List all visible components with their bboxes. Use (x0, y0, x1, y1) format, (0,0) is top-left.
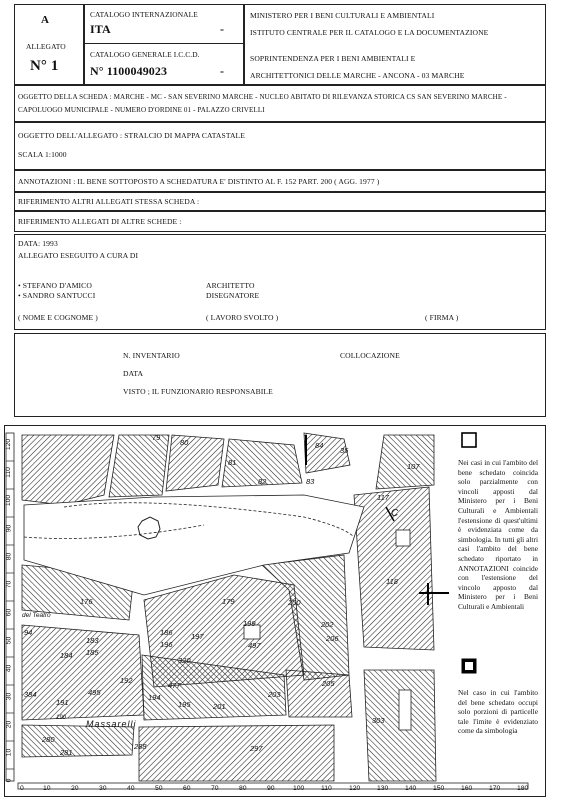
firma-label: ( FIRMA ) (425, 313, 459, 322)
parcel-84: 84 (315, 441, 324, 450)
ruler-left-40: 40 (5, 664, 13, 673)
person-1: • STEFANO D'AMICO (18, 281, 92, 290)
ruler-bottom-100: 100 (293, 785, 305, 792)
parcel-192: 192 (120, 676, 133, 685)
parcel-191: 191 (56, 698, 69, 707)
ruler-left-120: 120 (5, 438, 13, 451)
visto: VISTO ; IL FUNZIONARIO RESPONSABILE (123, 387, 273, 396)
data-line: DATA: 1993 (18, 239, 58, 248)
street-del-teatro: del Teatro (22, 612, 51, 619)
nome-label: ( NOME E COGNOME ) (18, 313, 98, 322)
role-2: DISEGNATORE (206, 291, 260, 300)
person-2: • SANDRO SANTUCCI (18, 291, 96, 300)
parcel-281: 281 (60, 748, 73, 757)
ruler-bottom-30: 30 (99, 785, 107, 792)
oggetto-scheda-box (14, 85, 546, 122)
ruler-left-20: 20 (5, 720, 13, 729)
parcel-203: 203 (268, 690, 281, 699)
ruler-bottom-160: 160 (461, 785, 473, 792)
ruler-bottom-20: 20 (71, 785, 79, 792)
catalogo-internazionale-label: CATALOGO INTERNAZIONALE (90, 10, 198, 19)
ruler-bottom-90: 90 (267, 785, 275, 792)
ruler-bottom-110: 110 (321, 785, 332, 792)
ruler-left-90: 90 (5, 524, 13, 533)
parcel-199: 199 (243, 619, 256, 628)
catalogo-internazionale-value: ITA (90, 22, 111, 36)
ruler-left-70: 70 (5, 580, 13, 589)
ministero: MINISTERO PER I BENI CULTURALI E AMBIENTALI (250, 11, 435, 20)
parcel-184: 184 (60, 651, 73, 660)
scala: SCALA 1:1000 (18, 150, 67, 159)
ruler-bottom-40: 40 (127, 785, 135, 792)
parcel-c: C (391, 508, 399, 519)
istituto: ISTITUTO CENTRALE PER IL CATALOGO E LA DOCUMENTAZIONE (250, 28, 489, 37)
parcel-186: 186 (160, 628, 173, 637)
catalogo-generale-label: CATALOGO GENERALE I.C.C.D. (90, 50, 200, 59)
parcel-195: 195 (178, 700, 191, 709)
parcel-280: 280 (42, 735, 55, 744)
parcel-205: 205 (322, 679, 335, 688)
legend-text-2: Nel caso in cui l'ambito del bene schedato occupi solo porzioni di particelle tale l'imite è evidenziato come da simbologia (458, 688, 538, 736)
parcel-200: 200 (288, 598, 301, 607)
ruler-bottom-0: 0 (20, 785, 24, 792)
ruler-bottom-120: 120 (349, 785, 361, 792)
parcel-201: 201 (213, 702, 226, 711)
parcel-35: 35 (340, 446, 349, 455)
ruler-left-10: 10 (5, 748, 13, 757)
parcel-83: 83 (306, 477, 315, 486)
parcel-288: 288 (134, 742, 147, 751)
soprintendenza-line1: SOPRINTENDENZA PER I BENI AMBIENTALI E (250, 54, 416, 63)
riferimento-altre: RIFERIMENTO ALLEGATI DI ALTRE SCHEDE : (18, 217, 182, 226)
parcel-176: 176 (80, 597, 93, 606)
lavoro-label: ( LAVORO SVOLTO ) (206, 313, 279, 322)
catalogo-generale-value: N° 1100049023 (90, 64, 168, 78)
ruler-bottom-10: 10 (43, 785, 51, 792)
parcel-81: 81 (228, 458, 237, 467)
soprintendenza-line2: ARCHITETTONICI DELLE MARCHE - ANCONA - 03 MARCHE (250, 71, 465, 80)
ruler-left-100: 100 (5, 494, 13, 507)
oggetto-allegato-line: OGGETTO DELL'ALLEGATO : STRALCIO DI MAPPA CATASTALE (18, 131, 246, 140)
parcel-194: 194 (148, 693, 161, 702)
parcel-79: 79 (152, 433, 161, 442)
parcel-297: 297 (250, 744, 263, 753)
parcel-118: 118 (386, 577, 398, 586)
parcel-202: 202 (321, 620, 334, 629)
ruler-bottom-50: 50 (155, 785, 163, 792)
header-letter: A (41, 14, 50, 26)
allegato-number: N° 1 (30, 58, 59, 74)
dash-2: - (220, 64, 225, 78)
role-1: ARCHITETTO (206, 281, 255, 290)
parcel-185: 185 (86, 648, 99, 657)
oggetto-allegato-box (14, 122, 546, 170)
parcel-495: 495 (88, 688, 101, 697)
parcel-196: 196 (160, 640, 173, 649)
collocazione: COLLOCAZIONE (340, 351, 400, 360)
ruler-left-80: 80 (5, 552, 13, 561)
ruler-bottom-130: 130 (377, 785, 389, 792)
n-inventario: N. INVENTARIO (123, 351, 180, 360)
ruler-bottom-150: 150 (433, 785, 445, 792)
parcel-384: 384 (24, 690, 37, 699)
ruler-bottom-170: 170 (489, 785, 501, 792)
parcel-303: 303 (372, 716, 385, 725)
parcel-107: 107 (407, 462, 420, 471)
oggetto-scheda-line1: OGGETTO DELLA SCHEDA : MARCHE - MC - SAN SEVERINO MARCHE - NUCLEO ABITATO DI RILEVANZA STORICA CS SAN SEVERINO MARCHE - (18, 93, 507, 101)
parcel-80: 80 (180, 438, 189, 447)
ruler-bottom-60: 60 (183, 785, 191, 792)
annotazioni: ANNOTAZIONI : IL BENE SOTTOPOSTO A SCHEDATURA E' DISTINTO AL F. 152 PART. 200 ( AGG. 1977 ) (18, 177, 380, 186)
parcel-320: 320 (178, 656, 191, 665)
inventario-box (14, 333, 546, 417)
parcel-82: 82 (258, 477, 267, 486)
parcel-477: 477 (168, 681, 181, 690)
riferimento-stessa: RIFERIMENTO ALTRI ALLEGATI STESSA SCHEDA : (18, 197, 200, 206)
parcel-497: 497 (248, 641, 261, 650)
parcel-206: 206 (326, 634, 339, 643)
street-massarelli: Massarelli (86, 719, 137, 729)
ruler-left-60: 60 (5, 608, 13, 617)
ruler-bottom-80: 80 (239, 785, 247, 792)
dash-1: - (220, 22, 225, 36)
parcel-117: 117 (377, 493, 389, 502)
parcel-197: 197 (191, 632, 204, 641)
parcel-183: 183 (86, 636, 99, 645)
inventario-data: DATA (123, 369, 144, 378)
allegato-label: ALLEGATO (26, 42, 66, 51)
oggetto-scheda-line2: CAPOLUOGO MUNICIPALE - NUMERO D'ORDINE 01 - PALAZZO CRIVELLI (18, 106, 265, 114)
ruler-bottom-70: 70 (211, 785, 219, 792)
ruler-bottom-180: 180 (517, 785, 529, 792)
ruler-bottom-140: 140 (405, 785, 417, 792)
ruler-left-30: 30 (5, 692, 13, 701)
parcel-179: 179 (222, 597, 235, 606)
parcel-94: 94 (24, 628, 33, 637)
ruler-left-50: 50 (5, 636, 13, 645)
eseguito-line: ALLEGATO ESEGUITO A CURA DI (18, 251, 139, 260)
parcel-190: 190 (56, 715, 67, 721)
ruler-left-0: 0 (5, 778, 13, 783)
legend-text-1: Nei casi in cui l'ambito del bene schedato coincida solo parzialmente con vincoli apposti dal Ministero per i Beni Culturali e Ambientali l'estensione di quest'ultimi è evidenziata come da simbologia. In tutti gli altri casi l'ambito del bene schedato riportato in ANNOTAZIONI coincide con l'estensione del vincolo apposto dal Ministero per i Beni Culturali e Ambientali (458, 458, 538, 611)
ruler-left-110: 110 (4, 467, 12, 478)
